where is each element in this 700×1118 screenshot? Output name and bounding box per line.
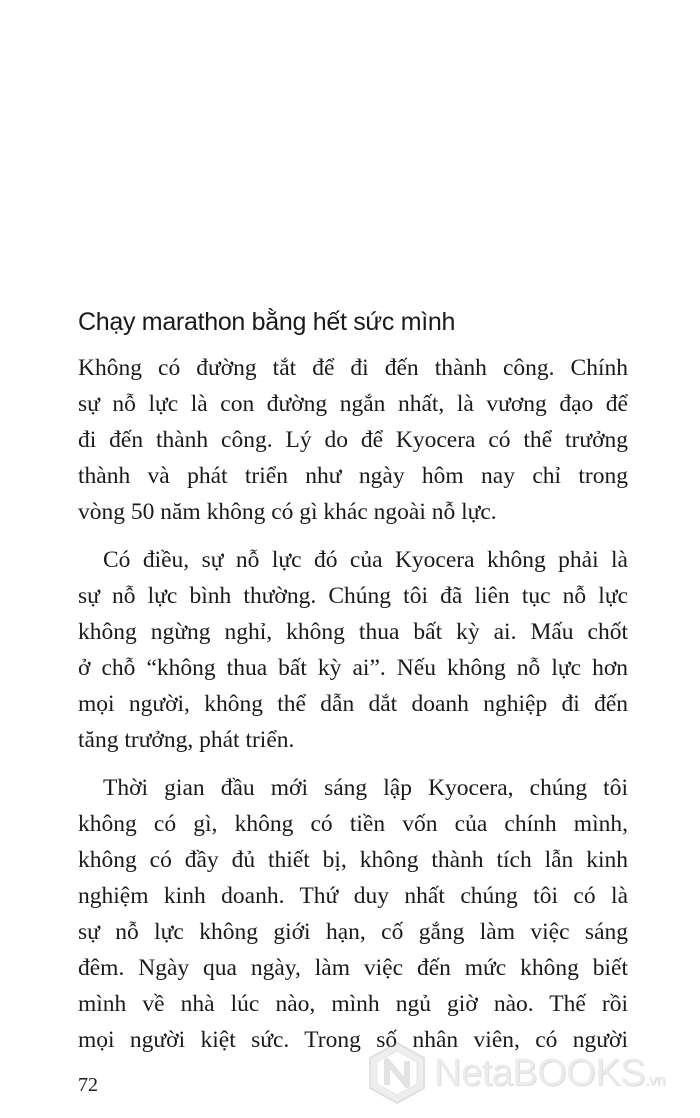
text-line: sự nỗ lực bình thường. Chúng tôi đã liên tục nỗ lực [78,583,628,609]
paragraph-2 [78,542,628,758]
text-line: tăng trưởng, phát triển. [78,727,295,753]
text-line: mọi người, không thể dẫn dắt doanh nghiệp đi đến [78,691,628,717]
page-number: 72 [78,1074,98,1096]
text-line: mọi người kiệt sức. Trong số nhân viên, có người [78,1027,628,1053]
watermark [366,1040,665,1106]
watermark-text [434,1052,665,1095]
body-text [78,350,628,1070]
text-line: không có gì, không có tiền vốn của chính mình, [78,811,628,837]
text-line: mình về nhà lúc nào, mình ngủ giờ nào. Thế rồi [78,991,628,1017]
section-heading: Chạy marathon bằng hết sức mình [78,308,456,336]
text-line: không có đầy đủ thiết bị, không thành tích lẫn kinh [78,847,628,873]
text-line: đi đến thành công. Lý do để Kyocera có thể trưởng [78,427,628,453]
text-line: vòng 50 năm không có gì khác ngoài nỗ lực. [78,499,497,525]
watermark-suffix: .vn [644,1071,665,1089]
netabooks-logo-icon [366,1040,428,1106]
text-line: sự nỗ lực không giới hạn, cố gắng làm việc sáng [78,919,628,945]
text-line: Có điều, sự nỗ lực đó của Kyocera không phải là [103,547,628,573]
text-line: không ngừng nghỉ, không thua bất kỳ ai. Mấu chốt [78,619,628,645]
text-line: Thời gian đầu mới sáng lập Kyocera, chúng tôi [103,775,628,801]
watermark-brand: NetaBOOKS [434,1051,645,1094]
paragraph-1 [78,350,628,530]
text-line: Không có đường tắt để đi đến thành công. Chính [78,355,628,381]
paragraph-3 [78,770,628,1058]
text-line: thành và phát triển như ngày hôm nay chỉ trong [78,463,628,489]
text-line: ở chỗ “không thua bất kỳ ai”. Nếu không nỗ lực hơn [78,655,628,681]
text-line: đêm. Ngày qua ngày, làm việc đến mức không biết [78,955,628,981]
text-line: nghiệm kinh doanh. Thứ duy nhất chúng tôi có là [78,883,628,909]
text-line: sự nỗ lực là con đường ngắn nhất, là vương đạo để [78,391,628,417]
